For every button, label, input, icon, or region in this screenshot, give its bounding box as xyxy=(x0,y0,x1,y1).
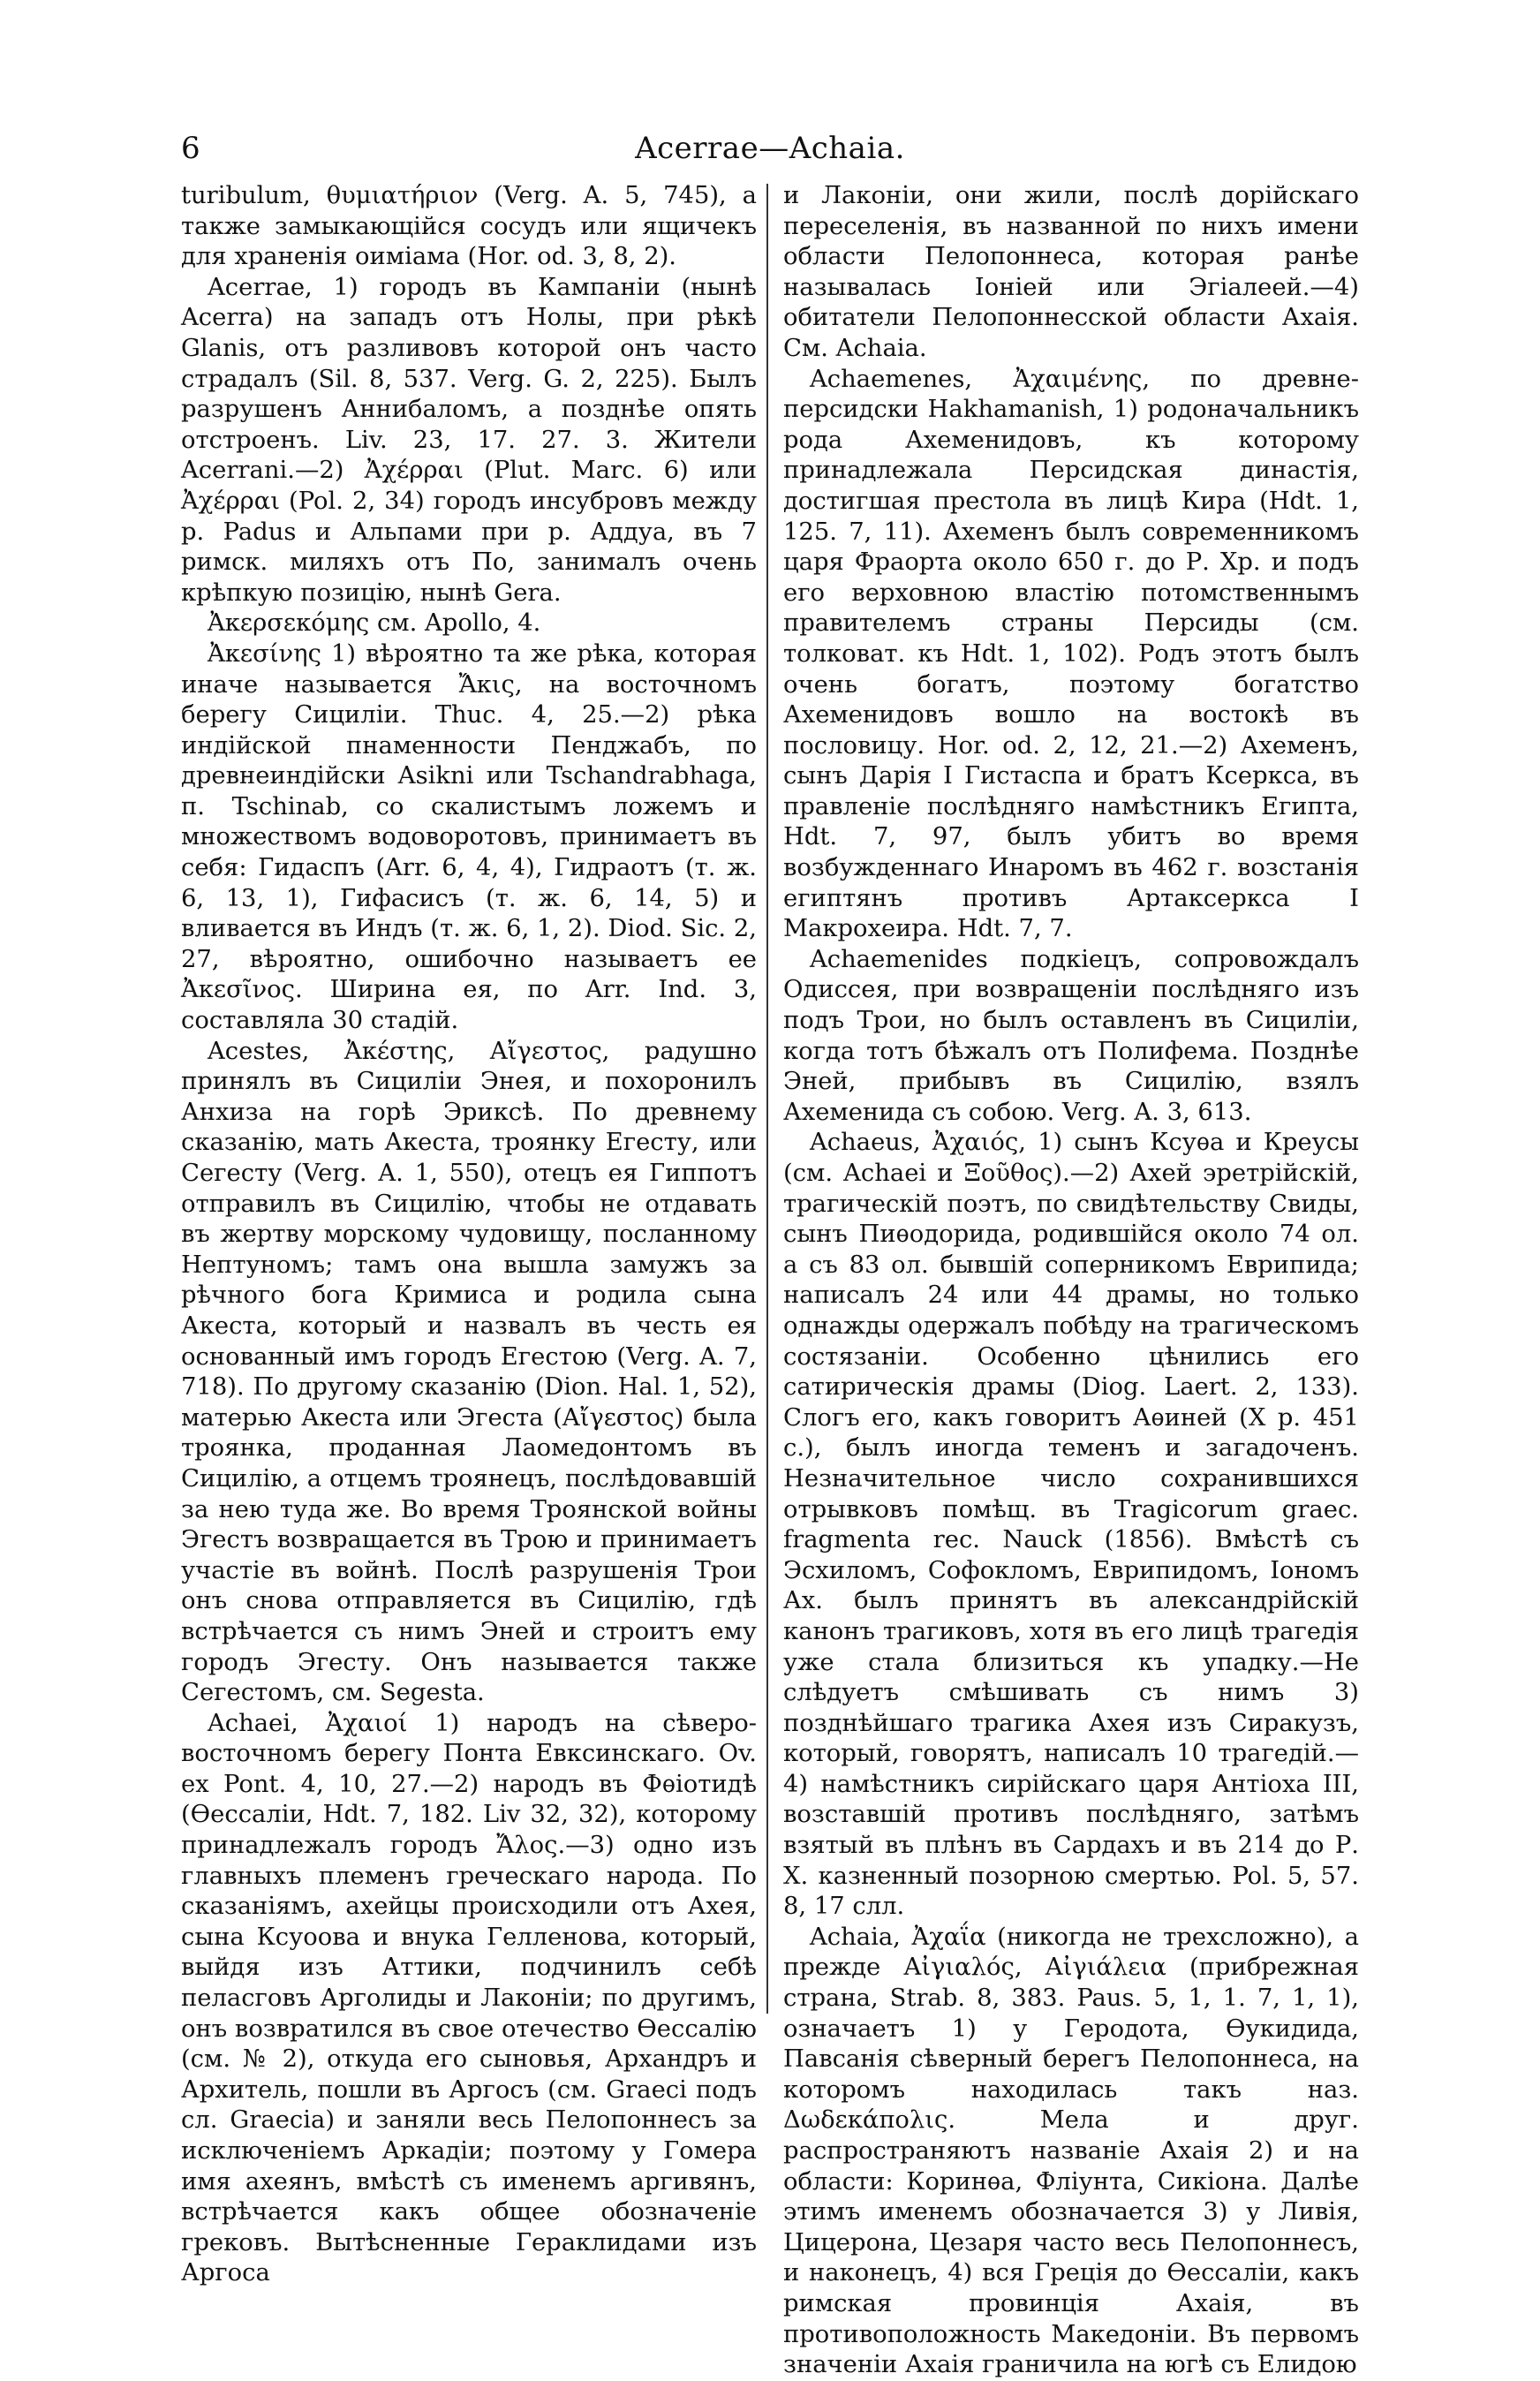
entry-turibulum-continuation: turibulum, θυμιατήριον (Verg. A. 5, 745), а также замыкающійся сосудъ или ящичекъ для храненія оиміама (Hor. od. 3, 8, 2). xyxy=(181,182,757,271)
entry-acestes: Acestes, Ἀκέστης, Αἴγεστος, радушно принялъ въ Сициліи Энея, и похоронилъ Анхиза на горѣ Эриксѣ. По древнему сказанію, мать Акеста, троянку Егесту, или Сегесту (Verg. A. 1, 550), отецъ ея Гиппотъ отправилъ въ Сицилію, чтобы не отдавать въ жертву морскому чудовищу, посланному Нептуномъ; тамъ она вышла замужъ за рѣчного бога Кримиса и родила сына Акеста, который и назвалъ въ честь ея основанный имъ городъ Егестою (Verg. A. 7, 718). По другому сказанію (Dion. Hal. 1, 52), матерью Акеста или Эгеста (Αἴγεστος) была троянка, проданная Лаомедонтомъ въ Сицилію, а отцемъ троянецъ, послѣдовавшій за нею туда же. Во время Троянской войны Эгестъ возвращается въ Трою и принимаетъ участіе въ войнѣ. Послѣ разрушенія Трои онъ снова отправляется въ Сицилію, гдѣ встрѣчается съ нимъ Эней и строитъ ему городъ Эгесту. Онъ называется также Сегестомъ, см. Segesta. xyxy=(181,1037,757,1707)
entry-achaeus: Achaeus, Ἀχαιός, 1) сынъ Ксуѳа и Креусы (см. Achaei и Ξοῦθος).—2) Ахей эретрійскій, трагическій поэтъ, по свидѣтельству Свиды, сынъ Пиѳодорида, родившійся около 74 ол. а съ 83 ол. бывшій соперникомъ Еврипида; написалъ 24 или 44 драмы, но только однажды одержалъ побѣду на трагическомъ состязаніи. Особенно цѣнились его сатирическія драмы (Diog. Laert. 2, 133). Слогъ его, какъ говоритъ Аѳиней (X р. 451 с.), былъ иногда теменъ и загадоченъ. Незначительное число сохранившихся отрывковъ помѣщ. въ Tragicorum graec. fragmenta rec. Nauck (1856). Вмѣстѣ съ Эсхиломъ, Софокломъ, Еврипидомъ, Іономъ Ах. былъ принятъ въ александрійскій канонъ трагиковъ, хотя въ его лицѣ трагедія уже стала близиться къ упадку.—Не слѣдуетъ смѣшивать съ нимъ 3) позднѣйшаго трагика Ахея изъ Сиракузъ, который, говорятъ, написалъ 10 трагедій.—4) намѣстникъ сирійскаго царя Антіоха III, возставшій противъ послѣдняго, затѣмъ взятый въ плѣнъ въ Сардахъ и въ 214 до Р. Х. казненный позорною смертью. Pol. 5, 57. 8, 17 слл. xyxy=(783,1129,1359,1921)
entry-achaemenes: Achaemenes, Ἀχαιμένης, по древне-персидски Hakhamanish, 1) родоначальникъ рода Ахеменидовъ, къ которому принадлежала Персидская династія, достигшая престола въ лицѣ Кира (Hdt. 1, 125. 7, 11). Ахеменъ былъ современникомъ царя Фраорта около 650 г. до Р. Хр. и подъ его верховною властію потомственнымъ правителемъ страны Персиды (см. толковат. къ Hdt. 1, 102). Родъ этотъ былъ очень богатъ, поэтому богатство Ахеменидовъ вошло на востокѣ въ пословицу. Hor. od. 2, 12, 21.—2) Ахеменъ, сынъ Дарія I Гистаспа и братъ Ксеркса, въ правленіе послѣдняго намѣстникъ Египта, Hdt. 7, 97, былъ убитъ во время возбужденнаго Инаромъ въ 462 г. возстанія египтянъ противъ Артаксеркса I Макрохеира. Hdt. 7, 7. xyxy=(783,365,1359,943)
entry-achaia: Achaia, Ἀχαΐα (никогда не трехсложно), а прежде Αἰγιαλός, Αἰγιάλεια (прибрежная страна, Strab. 8, 383. Paus. 5, 1, 1. 7, 1, 1), означаетъ 1) у Геродота, Ѳукидида, Павсанія сѣверный берегъ Пелопоннеса, на которомъ находилась такъ наз. Δωδεκάπολις. Мела и друг. распространяютъ названіе Ахаія 2) и на области: Коринѳа, Флiунта, Сикіона. Далѣе этимъ именемъ обозначается 3) у Ливія, Цицерона, Цезаря часто весь Пелопоннесъ, и наконецъ, 4) вся Греція до Ѳессаліи, какъ римская провинція Ахаія, въ противоположность Македоніи. Въ первомъ значеніи Ахаія граничила на югѣ съ Елидою xyxy=(783,1923,1359,2379)
entry-akesines: Ἀκεσίνης 1) вѣроятно та же рѣка, которая иначе называется Ἄκις, на восточномъ берегу Сициліи. Thuc. 4, 25.—2) рѣка индійской пнаменности Пенджабъ, по древнеиндійски Asikni или Tschandrabhaga, п. Tschinab, со скалистымъ ложемъ и множествомъ водоворотовъ, принимаетъ въ себя: Гидаспъ (Arr. 6, 4, 4), Гидраотъ (т. ж. 6, 13, 1), Гифасисъ (т. ж. 6, 14, 5) и вливается въ Индъ (т. ж. 6, 1, 2). Diod. Sic. 2, 27, вѣроятно, ошибочно называетъ ее Ἀκεσῖνος. Ширина ея, по Arr. Ind. 3, составляла 30 стадій. xyxy=(181,639,757,1035)
entry-akersekomes: Ἀκερσεκόμης см. Apollo, 4. xyxy=(208,609,541,638)
left-column xyxy=(181,181,757,2289)
entry-achaei-continuation: и Лаконіи, они жили, послѣ дорійскаго переселенія, въ названной по нихъ имени области Пелопоннеса, которая ранѣе называлась Іоніей или Эгіалеей.—4) обитатели Пелопоннесской области Ахаія. См. Achaia. xyxy=(783,182,1359,362)
entry-acerrae: Acerrae, 1) городъ въ Кампаніи (нынѣ Acerra) на западъ отъ Нолы, при рѣкѣ Glanis, отъ разливовъ которой онъ часто страдалъ (Sil. 8, 537. Verg. G. 2, 225). Былъ разрушенъ Аннибаломъ, а позднѣе опять отстроенъ. Liv. 23, 17. 27. 3. Жители Acerrani.—2) Ἀχέρραι (Plut. Marc. 6) или Ἀχέρραι (Pol. 2, 34) городъ инсубровъ между р. Padus и Альпами при р. Аддуа, въ 7 римск. миляхъ отъ По, занималъ очень крѣпкую позицію, нынѣ Gera. xyxy=(181,273,757,607)
page-number: 6 xyxy=(181,131,200,166)
entry-achaei: Achaei, Ἀχαιοί 1) народъ на сѣверо-восточномъ берегу Понта Евксинскаго. Ov. ex Pont. 4, 10, 27.—2) народъ въ Фѳіотидѣ (Ѳессаліи, Hdt. 7, 182. Liv 32, 32), которому принадлежалъ городъ Ἄλος.—3) одно изъ главныхъ племенъ греческаго народа. По сказаніямъ, ахейцы происходили отъ Ахея, сына Ксуоова и внука Гелленова, который, выйдя изъ Аттики, подчинилъ себѣ пеласговъ Арголиды и Лаконіи; по другимъ, онъ возвратился въ свое отечество Ѳессалію (см. № 2), откуда его сыновья, Архандръ и Архитель, пошли въ Аргосъ (см. Graeci подъ сл. Graecia) и заняли весь Пелопоннесъ за исключеніемъ Аркадіи; поэтому у Гомера имя ахеянъ, вмѣстѣ съ именемъ аргивянъ, встрѣчается какъ общее обозначеніе грековъ. Вытѣсненные Гераклидами изъ Аргоса xyxy=(181,1709,757,2287)
column-rule xyxy=(766,184,768,2014)
right-column xyxy=(783,181,1359,2381)
page-header xyxy=(181,131,1359,171)
entry-achaemenides: Achaemenides подкіецъ, сопровождалъ Одиссея, при возвращеніи послѣдняго изъ подъ Трои, но былъ оставленъ въ Сициліи, когда тотъ бѣжалъ отъ Полифема. Позднѣе Эней, прибывъ въ Сицилію, взялъ Ахеменида съ собою. Verg. A. 3, 613. xyxy=(783,945,1359,1126)
running-head: Acerrae—Achaia. xyxy=(635,131,905,166)
